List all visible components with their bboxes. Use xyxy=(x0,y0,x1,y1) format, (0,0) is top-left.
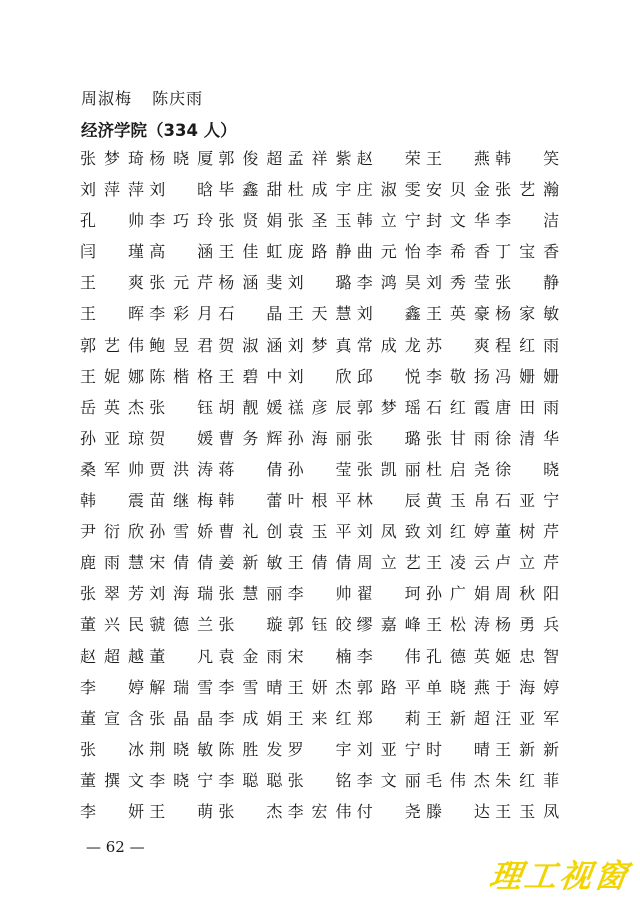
name-cell: 张 元 芹 xyxy=(149,273,214,293)
name-cell: 李 彩 月 xyxy=(149,304,214,324)
name-cell: 宋 倩 倩 xyxy=(149,553,214,573)
name-cell: 贺 淑 涵 xyxy=(218,335,283,355)
name-cell: 桑 军 帅 xyxy=(80,459,144,479)
name-cell: 刘 晗 xyxy=(149,180,214,200)
name-cell: 曹 务 辉 xyxy=(218,428,283,448)
name-cell: 李 希 香 xyxy=(425,242,490,262)
name-cell: 张 翠 芳 xyxy=(80,584,144,604)
name-cell: 封 文 华 xyxy=(425,211,490,231)
name-cell: 郭 俊 超 xyxy=(218,149,283,168)
name-cell: 曹 礼 创 xyxy=(218,522,283,542)
name-cell: 张 铭 xyxy=(287,770,352,790)
name-cell: 高 涵 xyxy=(149,242,214,262)
name-cell: 李 妍 xyxy=(80,801,144,821)
name-cell: 苏 爽 xyxy=(425,335,490,355)
name-cell: 张 贤 娟 xyxy=(218,211,283,231)
section-heading: 经济学院（334 人） xyxy=(81,121,237,140)
name-cell: 王 妮 娜 xyxy=(80,366,144,386)
name-cell: 刘 鑫 xyxy=(356,304,421,324)
name-cell: 王 松 涛 xyxy=(425,615,490,635)
name-cell: 石 亚 宁 xyxy=(495,491,560,511)
name-cell: 郭 梦 瑶 xyxy=(356,397,421,417)
name-cell: 周 秋 阳 xyxy=(495,584,560,604)
name-cell: 张 圣 玉 xyxy=(287,211,352,231)
name-cell: 张 杰 xyxy=(218,801,283,821)
name-cell: 董 兴 民 xyxy=(80,615,144,635)
name-cell: 宋 楠 xyxy=(287,646,352,666)
name-cell: 刘 海 瑞 xyxy=(149,584,214,604)
name-cell: 王 爽 xyxy=(80,273,144,293)
name-cell: 韩 蕾 xyxy=(218,491,283,511)
name-cell: 苗 继 梅 xyxy=(149,491,214,511)
name-cell: 刘 璐 xyxy=(287,273,352,293)
name-cell: 汪 亚 军 xyxy=(495,708,560,728)
name-cell: 董 树 芹 xyxy=(495,522,560,542)
name-cell: 单 晓 燕 xyxy=(425,677,490,697)
name-cell: 李 文 丽 xyxy=(356,770,421,790)
name-cell: 常 成 龙 xyxy=(356,335,421,355)
name-cell: 郭 钰 皎 xyxy=(287,615,352,635)
name-cell: 荆 晓 敏 xyxy=(149,739,214,759)
name-cell: 王 新 超 xyxy=(425,708,490,728)
name-cell: 王 佳 虹 xyxy=(218,242,283,262)
name-cell: 闫 瑾 xyxy=(80,242,144,262)
name-cell: 毛 伟 杰 xyxy=(425,770,490,790)
name-cell: 张 艺 瀚 xyxy=(495,180,560,200)
name-cell: 韩 震 xyxy=(80,491,144,511)
name-cell: 王 萌 xyxy=(149,801,214,821)
name-cell: 徐 晓 xyxy=(495,459,560,479)
name-cell: 邱 悦 xyxy=(356,366,421,386)
name-cell: 孙 海 丽 xyxy=(287,428,352,448)
name-cell: 张 钰 xyxy=(149,397,214,417)
name-cell: 李 洁 xyxy=(495,211,560,231)
name-cell: 毕 鑫 甜 xyxy=(218,180,283,200)
name-cell: 张 璇 xyxy=(218,615,283,635)
name-cell: 韩 立 宁 xyxy=(356,211,421,231)
name-cell: 李 成 娟 xyxy=(218,708,283,728)
name-cell: 贺 媛 xyxy=(149,428,214,448)
name-cell: 程 红 雨 xyxy=(495,335,560,355)
page-number: — 62 — xyxy=(86,838,145,856)
name-cell: 卢 立 芹 xyxy=(495,553,560,573)
name-cell: 孙 莹 xyxy=(287,459,352,479)
name-cell: 尹 衍 欣 xyxy=(80,522,144,542)
name-cell: 孔 帅 xyxy=(80,211,144,231)
name-cell: 王 碧 中 xyxy=(218,366,283,386)
name-cell: 蒋 倩 xyxy=(218,459,283,479)
name-cell: 张 甘 雨 xyxy=(425,428,490,448)
name-cell: 曲 元 怡 xyxy=(356,242,421,262)
name-cell: 李 伟 xyxy=(356,646,421,666)
name-cell: 张 梦 琦 xyxy=(80,149,144,168)
name-cell: 刘 凤 致 xyxy=(356,522,421,542)
name-cell: 李 晓 宁 xyxy=(149,770,214,790)
name-cell: 孙 雪 娇 xyxy=(149,522,214,542)
name-cell: 李 雪 晴 xyxy=(218,677,283,697)
name-cell: 张 慧 丽 xyxy=(218,584,283,604)
name-cell: 唐 田 雨 xyxy=(495,397,560,417)
name-cell: 周淑梅 xyxy=(81,89,133,108)
name-cell: 李 巧 玲 xyxy=(149,211,214,231)
name-cell: 刘 秀 莹 xyxy=(425,273,490,293)
name-cell: 张 晶 晶 xyxy=(149,708,214,728)
name-cell: 鲍 昱 君 xyxy=(149,335,214,355)
name-cell: 虢 德 兰 xyxy=(149,615,214,635)
name-cell: 郭 艺 伟 xyxy=(80,335,144,355)
name-cell: 王 天 慧 xyxy=(287,304,352,324)
name-cell: 林 辰 xyxy=(356,491,421,511)
name-cell: 袁 金 雨 xyxy=(218,646,283,666)
continued-name-line xyxy=(81,86,217,109)
name-cell: 周 立 艺 xyxy=(356,553,421,573)
name-cell: 于 海 婷 xyxy=(495,677,560,697)
name-cell: 叶 根 平 xyxy=(287,491,352,511)
name-cell: 石 晶 xyxy=(218,304,283,324)
name-cell: 滕 达 xyxy=(425,801,490,821)
name-cell: 朱 红 菲 xyxy=(495,770,560,790)
name-cell: 贾 洪 涛 xyxy=(149,459,214,479)
name-cell: 王 倩 倩 xyxy=(287,553,352,573)
name-cell: 孟 祥 紫 xyxy=(287,149,352,168)
name-cell: 杨 涵 斐 xyxy=(218,273,283,293)
name-cell: 王 来 红 xyxy=(287,708,352,728)
watermark-logo: 理工视窗 xyxy=(487,857,633,895)
name-cell: 冯 姗 姗 xyxy=(495,366,560,386)
name-cell: 胡 靓 媛 xyxy=(218,397,283,417)
name-cell: 王 燕 xyxy=(425,149,490,168)
name-cell: 杜 启 尧 xyxy=(425,459,490,479)
name-cell: 禚 彦 辰 xyxy=(287,397,352,417)
name-cell: 孔 德 英 xyxy=(425,646,490,666)
name-cell: 刘 梦 真 xyxy=(287,335,352,355)
name-cell: 王 玉 凤 xyxy=(495,801,560,821)
name-cell: 孙 亚 琼 xyxy=(80,428,144,448)
name-cell: 王 妍 杰 xyxy=(287,677,352,697)
name-cell: 姜 新 敏 xyxy=(218,553,283,573)
name-cell: 时 晴 xyxy=(425,739,490,759)
name-grid xyxy=(80,149,564,833)
name-cell: 王 英 豪 xyxy=(425,304,490,324)
name-cell: 王 新 新 xyxy=(495,739,560,759)
name-cell: 鹿 雨 慧 xyxy=(80,553,144,573)
name-cell: 刘 萍 萍 xyxy=(80,180,144,200)
name-cell: 解 瑞 雪 xyxy=(149,677,214,697)
name-cell: 姬 忠 智 xyxy=(495,646,560,666)
name-cell: 刘 亚 宁 xyxy=(356,739,421,759)
name-cell: 黄 玉 帛 xyxy=(425,491,490,511)
name-cell: 陈庆雨 xyxy=(152,89,204,108)
name-cell: 李 鸿 昊 xyxy=(356,273,421,293)
name-cell: 陈 胜 发 xyxy=(218,739,283,759)
name-cell: 袁 玉 平 xyxy=(287,522,352,542)
name-cell: 郭 路 平 xyxy=(356,677,421,697)
name-cell: 李 宏 伟 xyxy=(287,801,352,821)
name-cell: 付 尧 xyxy=(356,801,421,821)
name-cell: 庄 淑 雯 xyxy=(356,180,421,200)
name-cell: 王 晖 xyxy=(80,304,144,324)
name-cell: 石 红 霞 xyxy=(425,397,490,417)
name-cell: 庞 路 静 xyxy=(287,242,352,262)
name-cell: 张 璐 xyxy=(356,428,421,448)
name-cell: 董 凡 xyxy=(149,646,214,666)
name-cell: 董 撰 文 xyxy=(80,770,144,790)
name-cell: 张 静 xyxy=(495,273,560,293)
name-cell: 赵 荣 xyxy=(356,149,421,168)
name-cell: 罗 宇 xyxy=(287,739,352,759)
name-cell: 刘 红 婷 xyxy=(425,522,490,542)
name-cell: 翟 珂 xyxy=(356,584,421,604)
name-cell: 李 敬 扬 xyxy=(425,366,490,386)
name-cell: 李 婷 xyxy=(80,677,144,697)
name-cell: 郑 莉 xyxy=(356,708,421,728)
name-cell: 王 凌 云 xyxy=(425,553,490,573)
name-cell: 丁 宝 香 xyxy=(495,242,560,262)
name-cell: 董 宣 含 xyxy=(80,708,144,728)
name-cell: 安 贝 金 xyxy=(425,180,490,200)
name-cell: 韩 笑 xyxy=(495,149,560,168)
name-cell: 孙 广 娟 xyxy=(425,584,490,604)
name-cell: 岳 英 杰 xyxy=(80,397,144,417)
name-cell: 杨 家 敏 xyxy=(495,304,560,324)
name-cell: 刘 欣 xyxy=(287,366,352,386)
name-cell: 李 聪 聪 xyxy=(218,770,283,790)
name-cell: 张 凯 丽 xyxy=(356,459,421,479)
name-cell: 杨 勇 兵 xyxy=(495,615,560,635)
name-cell: 张 冰 xyxy=(80,739,144,759)
name-cell: 陈 楷 格 xyxy=(149,366,214,386)
name-cell: 徐 清 华 xyxy=(495,428,560,448)
name-cell: 杜 成 宇 xyxy=(287,180,352,200)
name-cell: 赵 超 越 xyxy=(80,646,144,666)
name-cell: 缪 嘉 峰 xyxy=(356,615,421,635)
name-cell: 李 帅 xyxy=(287,584,352,604)
name-cell: 杨 晓 厦 xyxy=(149,149,214,168)
